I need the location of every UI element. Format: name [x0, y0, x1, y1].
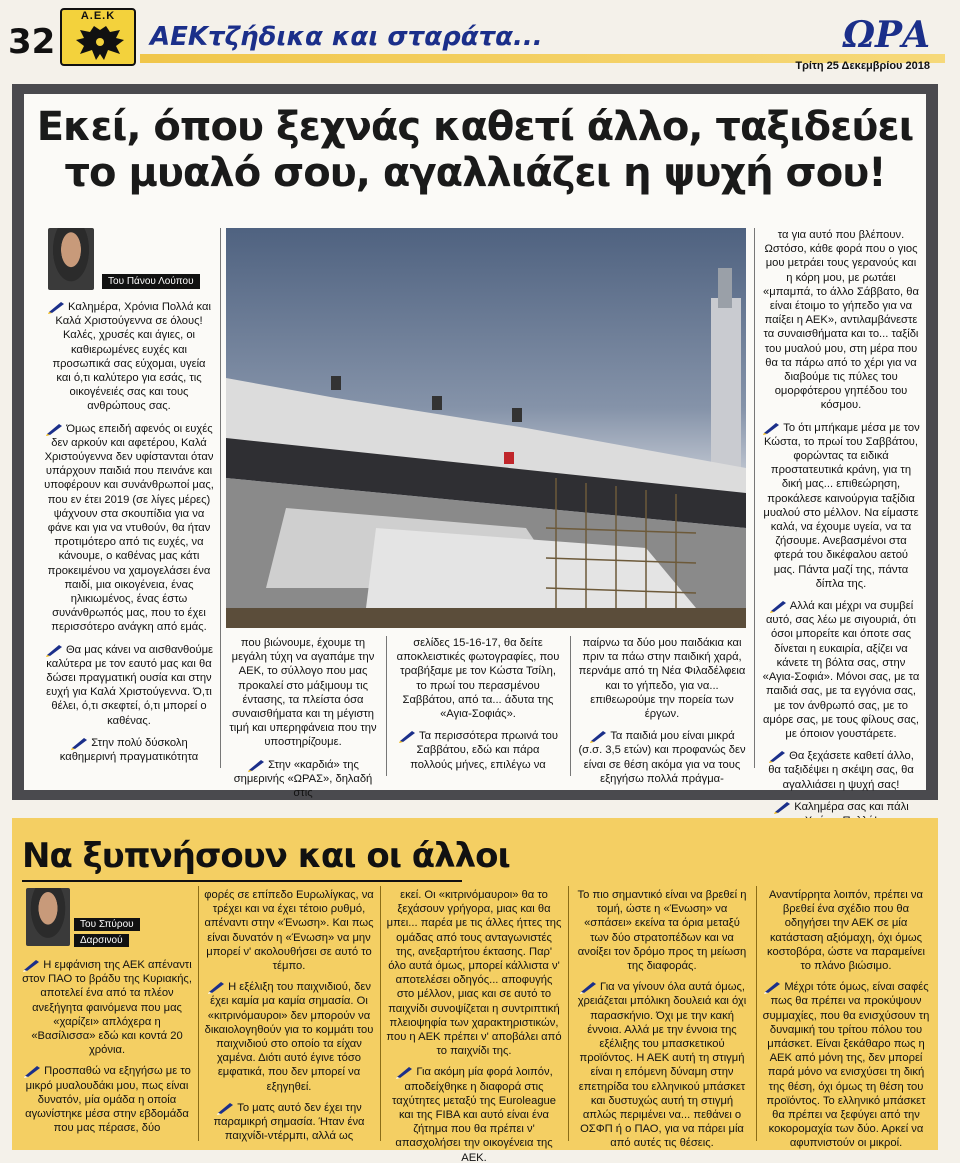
main-column-1 — [44, 300, 214, 772]
paragraph: Μέχρι τότε όμως, είναι σαφές πως θα πρέπει να προκύψουν συμμαχίες, που θα ενισχύσουν τη δυναμική του τρίτου πόλου του μπάσκετ. Είναι ξεκάθαρο πως η ΑΕΚ από μόνη της, δεν μπορεί παρά μόνο να ενισχύσει τη δική της θέση, όχι όμως τη θέση του προϊόντος. Το ελληνικό μπάσκετ θα πρέπει να ξεφύγει από την κοκορομαχία των δύο. Αρκεί να αφυπνιστούν οι μικροί. — [762, 981, 930, 1150]
page-number: 32 — [8, 22, 56, 62]
main-column-5 — [762, 228, 920, 836]
paragraph: Το πιο σημαντικό είναι να βρεθεί η τομή, ώστε η «Ένωση» να «σπάσει» εκείνα τα όρια μεταξύ των δύο στρατοπέδων και να ανοίξει τον δρόμο προς τη μείωση της διαφοράς. — [577, 889, 747, 973]
main-article-frame — [12, 84, 938, 813]
paragraph: παίρνω τα δύο μου παιδάκια και πριν τα πάω στην παιδική χαρά, περνάμε από τη Νέα Φιλαδέλφεια και το γήπεδο, για να... επιθεωρούμε την πορεία των έργων. — [578, 637, 746, 721]
pen-icon — [398, 729, 416, 743]
headline-line-2: το μυαλό σου, αγαλλιάζει η ψυχή σου! — [64, 150, 886, 196]
logo-text: Α.Ε.Κ — [80, 10, 116, 22]
pen-icon — [763, 980, 781, 994]
second-column-5 — [762, 888, 930, 1158]
pen-icon — [45, 643, 63, 657]
double-headed-eagle-icon — [72, 24, 128, 64]
paragraph: Καλημέρα σας και πάλι — [762, 800, 920, 828]
paragraph: Για να γίνουν όλα αυτά όμως, χρειάζεται μπόλικη δουλειά και όχι παρασκήνιο. Όχι με την κακή έννοια. Αλλά με την έννοια της εξέλιξης του μπασκετικού προϊόντος. Η ΑΕΚ αυτή τη στιγμή είναι η επόμενη δύναμη στην επετηρίδα του ελληνικού μπάσκετ και δυστυχώς αυτή τη στιγμή απλώς περιμένει να... πεθάνει ο ΟΣΦΠ ή ο ΠΑΟ, για να πάρει μία από αυτές τις θέσεις. — [577, 981, 747, 1150]
pen-icon — [773, 800, 791, 814]
pen-icon — [47, 300, 65, 314]
paragraph: Θα μας κάνει να αισθανθούμε καλύτερα με τον εαυτό μας και θα δώσει πραγματική ουσία και στην ευχή για Καλά Χριστούγεννα. Ό,τι θέλει, ό,τι σκεφτεί, ό,τι μπορεί ο καθένας. — [46, 643, 214, 727]
stadium-construction-photo — [226, 228, 746, 628]
pen-icon — [22, 958, 40, 972]
section-title: ΑΕΚτζήδικα και σταράτα... — [150, 22, 543, 52]
paragraph: Καλημέρα, Χρόνια Πολλά και Καλά Χριστούγεννα σε όλους! Καλές, χρυσές και άγιες, οι καθιερωμένες ευχές και προσωπικά σας εύχομαι, υγεία και ό,τι καλύτερο για εσάς, τις οικογένειές σας και τους ανθρώπους σας. — [44, 300, 214, 414]
second-column-2 — [204, 888, 374, 1150]
column-divider — [754, 228, 755, 768]
paragraph: τα για αυτό που βλέπουν. Ωστόσο, κάθε φορά που ο γιος μου μετράει τους γερανούς και η κόρη μου, με ρωτάει «μπαμπά, το άλλο Σάββατο, θα είναι έτοιμο το γήπεδο για να παίξει η ΑΕΚ», αντιλαμβάνεστε τα συναισθήματα και το... ταξίδι του μυαλού μου, στη μέρα που θα τα πάρω από το χέρι για να διαβούμε τις πύλες του ομορφότερου γηπέδου του κόσμου. — [763, 229, 919, 412]
paragraph: Τα παιδιά μου είναι μικρά (σ.σ. 3,5 ετών) και προφανώς δεν είναι σε θέση ακόμα για να τους εξηγήσω πολλά πράγμα- — [578, 730, 746, 785]
main-column-3 — [394, 636, 562, 780]
author-name: Του Πάνου Λούπου — [102, 274, 200, 289]
paragraph: Για ακόμη μία φορά λοιπόν, αποδείχθηκε η διαφορά στις ταχύτητες μεταξύ της Euroleague και της FIBA και αυτό είναι ένα ζήτημα που θα πρέπει ν' απασχολήσει την οικογένεια της ΑΕΚ. — [391, 1066, 557, 1163]
headline-line-1: Εκεί, όπου ξεχνάς καθετί άλλο, ταξιδεύει — [36, 104, 914, 150]
paragraph: Αλλά και μέχρι να συμβεί αυτό, σας λέω με σιγουριά, ότι όσοι μπορείτε και όποτε σας δίνεται η ευκαιρία, αξίζει να κάνετε τη βόλτα σας, στην «Αγια-Σοφιά». Μόνοι σας, με τα παιδιά σας, με τα εγγόνια σας, με τον άνθρωπό σας, με το αμόρε σας, με τους φίλους σας, με όποιον γουστάρετε. — [762, 600, 920, 740]
pen-icon — [45, 422, 63, 436]
author-photo — [48, 228, 94, 290]
author-name-line-1: Του Σπύρου — [74, 918, 140, 931]
paragraph: Η εμφάνιση της ΑΕΚ απέναντι στον ΠΑΟ το βράδυ της Κυριακής, αποτελεί ένα από τα πλέον ανεξήγητα φαινόμενα που μας «χαρίζει» απλόχερα η «Βασίλισσα» εδώ και κοντά 20 χρόνια. — [22, 959, 192, 1057]
aek-logo — [60, 8, 136, 66]
column-divider — [380, 886, 381, 1141]
main-headline — [24, 104, 926, 196]
second-article — [12, 818, 938, 1163]
pen-icon — [395, 1065, 413, 1079]
pen-icon — [762, 421, 780, 435]
author-photo — [26, 888, 70, 946]
stadium-illustration — [226, 228, 746, 628]
author-name-line-2: Δαρσινού — [74, 934, 129, 947]
main-column-4 — [578, 636, 746, 794]
paragraph: Στην πολύ δύσκολη καθημερινή πραγματικότητα — [59, 736, 199, 764]
paragraph: Στην «καρδιά» της σημερινής «ΩΡΑΣ», δηλαδή στις — [233, 758, 373, 800]
paragraph: Τα περισσότερα πρωινά του Σαββάτου, εδώ και πάρα πολλούς μήνες, επιλέγω να — [394, 729, 562, 772]
second-column-4 — [574, 888, 750, 1158]
pen-icon — [207, 980, 225, 994]
pen-icon — [579, 980, 597, 994]
paragraph: Προσπαθώ να εξηγήσω με το μικρό μυαλουδάκι μου, πως είναι δυνατόν, μία ομάδα η οποία αγωνίστηκε μέσα στην εβδομάδα που μας πέρασε, δύο — [25, 1065, 191, 1135]
column-divider — [570, 636, 571, 776]
pen-icon — [769, 599, 787, 613]
paragraph: Το ότι μπήκαμε μέσα με τον Κώστα, το πρωί του Σαββάτου, φορώντας τα ειδικά προστατευτικά κράνη, για τη δική μας... επιθεώρηση, προκάλεσε καινούργια ταξίδια μυαλού στο μέλλον. Να είμαστε καλά, να έχουμε υγεία, να τα ζήσουμε. Ανεβασμένοι στα φτερά του δικέφαλου αετού μας. Πάντα μαζί της, πάντα δίπλα της. — [763, 421, 920, 590]
paragraph: Το ματς αυτό δεν έχει την παραμικρή σημασία. Ήταν ένα παιχνίδι-ντέρμπι, αλλά ως — [213, 1101, 365, 1143]
paragraph: Θα ξεχάσετε καθετί άλλο, θα ταξιδέψει η σκέψη σας, θα αγαλλιάσει η ψυχή σας! — [768, 750, 914, 791]
paragraph: φορές σε επίπεδο Ευρωλίγκας, να τρέχει και να έχει τέτοιο ρυθμό, απέναντι στην «Ένωση». Και πως είναι δυνατόν η «Ένωση» να μην μπορεί ν' ακολουθήσει σε αυτό το τέμπο. — [204, 889, 374, 973]
column-divider — [756, 886, 757, 1141]
second-column-3 — [386, 888, 562, 1163]
pen-icon — [589, 729, 607, 743]
newspaper-brand: ΩΡΑ — [842, 14, 930, 56]
column-divider — [568, 886, 569, 1141]
pen-icon — [70, 736, 88, 750]
column-divider — [220, 228, 221, 768]
paragraph: Η εξέλιξη του παιχνιδιού, δεν έχει καμία μα καμία σημασία. Οι «κιτρινόμαυροι» δεν μπορούν να δικαιολογηθούν για το κομμάτι του παιχνιδιού στο οποίο τα είχαν χαμένα. Διότι αυτό έγινε τόσο εμφατικά, που δεν μπορεί να εξηγηθεί. — [204, 981, 374, 1093]
page-header — [0, 0, 960, 74]
column-divider — [198, 886, 199, 1141]
paragraph: Όμως επειδή αφενός οι ευχές δεν αρκούν και αφετέρου, Καλά Χριστούγεννα δεν υφίστανται όταν υπάρχουν παιδιά που πεινάνε και υποφέρουν και συνάνθρωποί μας, που εν έτει 2019 (σε λίγες μέρες) ψάχνουν στα σκουπίδια για να φάνε και για να ντυθούν, θα ήταν προτιμότερο από τις ευχές, να κάνουμε, ο καθένας μας κάτι προκειμένου να χαμογελάσει ένα παιδί, μια οικογένεια, ένας ηλικιωμένος, ένας έστω συνάνθρωπός μας, που το έχει περισσότερο ανάγκη από εμάς. — [44, 422, 214, 634]
pen-icon — [216, 1101, 234, 1115]
main-article — [24, 94, 926, 813]
column-divider — [386, 636, 387, 776]
paragraph: Αναντίρρητα λοιπόν, πρέπει να βρεθεί ένα σχέδιο που θα οδηγήσει την ΑΕΚ σε μία κατάσταση αξιόμαχη, όχι όμως κοστοβόρα, ώστε να παραμείνει το πλάνο βιώσιμο. — [767, 889, 925, 973]
pen-icon — [768, 749, 786, 763]
main-column-2 — [228, 636, 378, 808]
paragraph: εκεί. Οι «κιτρινόμαυροι» θα το ξεχάσουν γρήγορα, μιας και θα μπει... παρέα με τις άλλες ήττες της ομάδας από τους ανταγωνιστές της, ανεξαρτήτου έκτασης. Παρ' όλο αυτά όμως, μπορεί κάλλιστα ν' αποτελέσει οδηγός... αποφυγής στο μέλλον, μιας και σε αυτό το παιχνίδι συνοψίζεται η συντριπτική πλειοψηφία των χαρακτηριστικών, που η ΑΕΚ πρέπει ν' αποβάλει από το παιχνίδι της. — [386, 889, 562, 1058]
pen-icon — [247, 758, 265, 772]
paragraph: σελίδες 15-16-17, θα δείτε αποκλειστικές φωτογραφίες, που τραβήξαμε με τον Κώστα Τσίλη, το πρωί του περασμένου Σαββάτου, από τα... άδυτα της «Αγια-Σοφιάς». — [396, 637, 560, 721]
issue-date: Τρίτη 25 Δεκεμβρίου 2018 — [795, 60, 930, 72]
second-headline: Να ξυπνήσουν και οι άλλοι — [22, 836, 510, 876]
second-column-1 — [22, 958, 192, 1142]
headline-rule — [22, 880, 462, 882]
paragraph: που βιώνουμε, έχουμε τη μεγάλη τύχη να αγαπάμε την ΑΕΚ, το σύλλογο που μας προκαλεί στο μάξιμουμ τις έντασης, τα πλείστα όσα συναισθήματα και τη μέγιστη τιμή και υπερηφάνεια που την υποστηρίζουμε. — [229, 637, 377, 749]
pen-icon — [23, 1064, 41, 1078]
